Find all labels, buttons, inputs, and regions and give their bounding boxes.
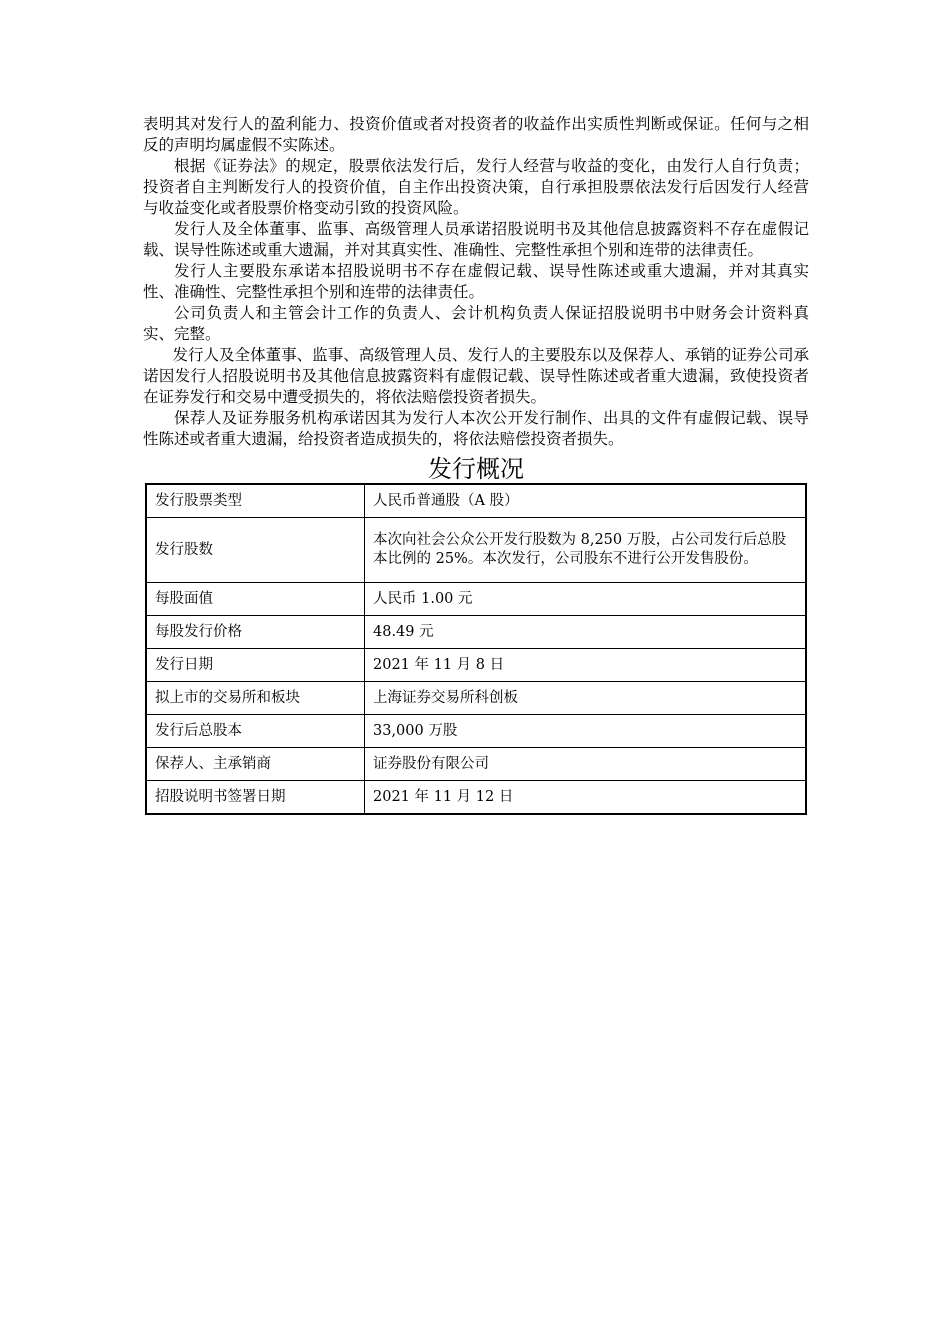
paragraph-compensation-commitment: 发行人及全体董事、监事、高级管理人员、发行人的主要股东以及保荐人、承销的证券公司承诺因发行人招股说明书及其他信息披露资料有虚假记载、误导性陈述或者重大遗漏，致使投资者在证券发行和交易中遭受损失的，将依法赔偿投资者损失。 bbox=[143, 346, 809, 406]
paragraph-disclaimer-continued: 表明其对发行人的盈利能力、投资价值或者对投资者的收益作出实质性判断或保证。任何与之相反的声明均属虚假不实陈述。 bbox=[143, 115, 809, 154]
issuance-overview-table bbox=[145, 483, 807, 815]
row-label: 每股发行价格 bbox=[146, 616, 365, 649]
table-row bbox=[146, 715, 806, 748]
row-value: 上海证券交易所科创板 bbox=[365, 682, 807, 715]
overview-title: 发行概况 bbox=[428, 455, 524, 483]
paragraph-shareholder-commitment: 发行人主要股东承诺本招股说明书不存在虚假记载、误导性陈述或重大遗漏，并对其真实性、准确性、完整性承担个别和连带的法律责任。 bbox=[143, 262, 809, 301]
row-value: 本次向社会公众公开发行股数为 8,250 万股，占公司发行后总股本比例的 25%。本次发行，公司股东不进行公开发售股份。 bbox=[365, 518, 807, 583]
row-label: 发行后总股本 bbox=[146, 715, 365, 748]
row-value: 人民币 1.00 元 bbox=[365, 583, 807, 616]
row-label: 保荐人、主承销商 bbox=[146, 748, 365, 781]
row-value: 2021 年 11 月 8 日 bbox=[365, 649, 807, 682]
document-page bbox=[143, 114, 809, 815]
table-row bbox=[146, 518, 806, 583]
row-label: 发行股票类型 bbox=[146, 484, 365, 518]
row-value: 33,000 万股 bbox=[365, 715, 807, 748]
row-value: 2021 年 11 月 12 日 bbox=[365, 781, 807, 815]
table-row bbox=[146, 484, 806, 518]
row-label: 招股说明书签署日期 bbox=[146, 781, 365, 815]
row-label: 发行日期 bbox=[146, 649, 365, 682]
paragraph-securities-law: 根据《证券法》的规定，股票依法发行后，发行人经营与收益的变化，由发行人自行负责；投资者自主判断发行人的投资价值，自主作出投资决策，自行承担股票依法发行后因发行人经营与收益变化或者股票价格变动引致的投资风险。 bbox=[143, 157, 809, 217]
paragraph-financial-guarantee: 公司负责人和主管会计工作的负责人、会计机构负责人保证招股说明书中财务会计资料真实、完整。 bbox=[143, 304, 809, 343]
table-row bbox=[146, 781, 806, 815]
row-label: 拟上市的交易所和板块 bbox=[146, 682, 365, 715]
table-row bbox=[146, 583, 806, 616]
row-label: 发行股数 bbox=[146, 518, 365, 583]
table-row bbox=[146, 649, 806, 682]
paragraph-directors-commitment: 发行人及全体董事、监事、高级管理人员承诺招股说明书及其他信息披露资料不存在虚假记载、误导性陈述或重大遗漏，并对其真实性、准确性、完整性承担个别和连带的法律责任。 bbox=[143, 220, 809, 259]
row-value: 48.49 元 bbox=[365, 616, 807, 649]
table-row bbox=[146, 748, 806, 781]
row-value: 人民币普通股（A 股） bbox=[365, 484, 807, 518]
row-value: 证券股份有限公司 bbox=[365, 748, 807, 781]
table-row bbox=[146, 682, 806, 715]
table-row bbox=[146, 616, 806, 649]
paragraph-sponsor-commitment: 保荐人及证券服务机构承诺因其为发行人本次公开发行制作、出具的文件有虚假记载、误导性陈述或者重大遗漏，给投资者造成损失的，将依法赔偿投资者损失。 bbox=[143, 409, 809, 448]
row-label: 每股面值 bbox=[146, 583, 365, 616]
